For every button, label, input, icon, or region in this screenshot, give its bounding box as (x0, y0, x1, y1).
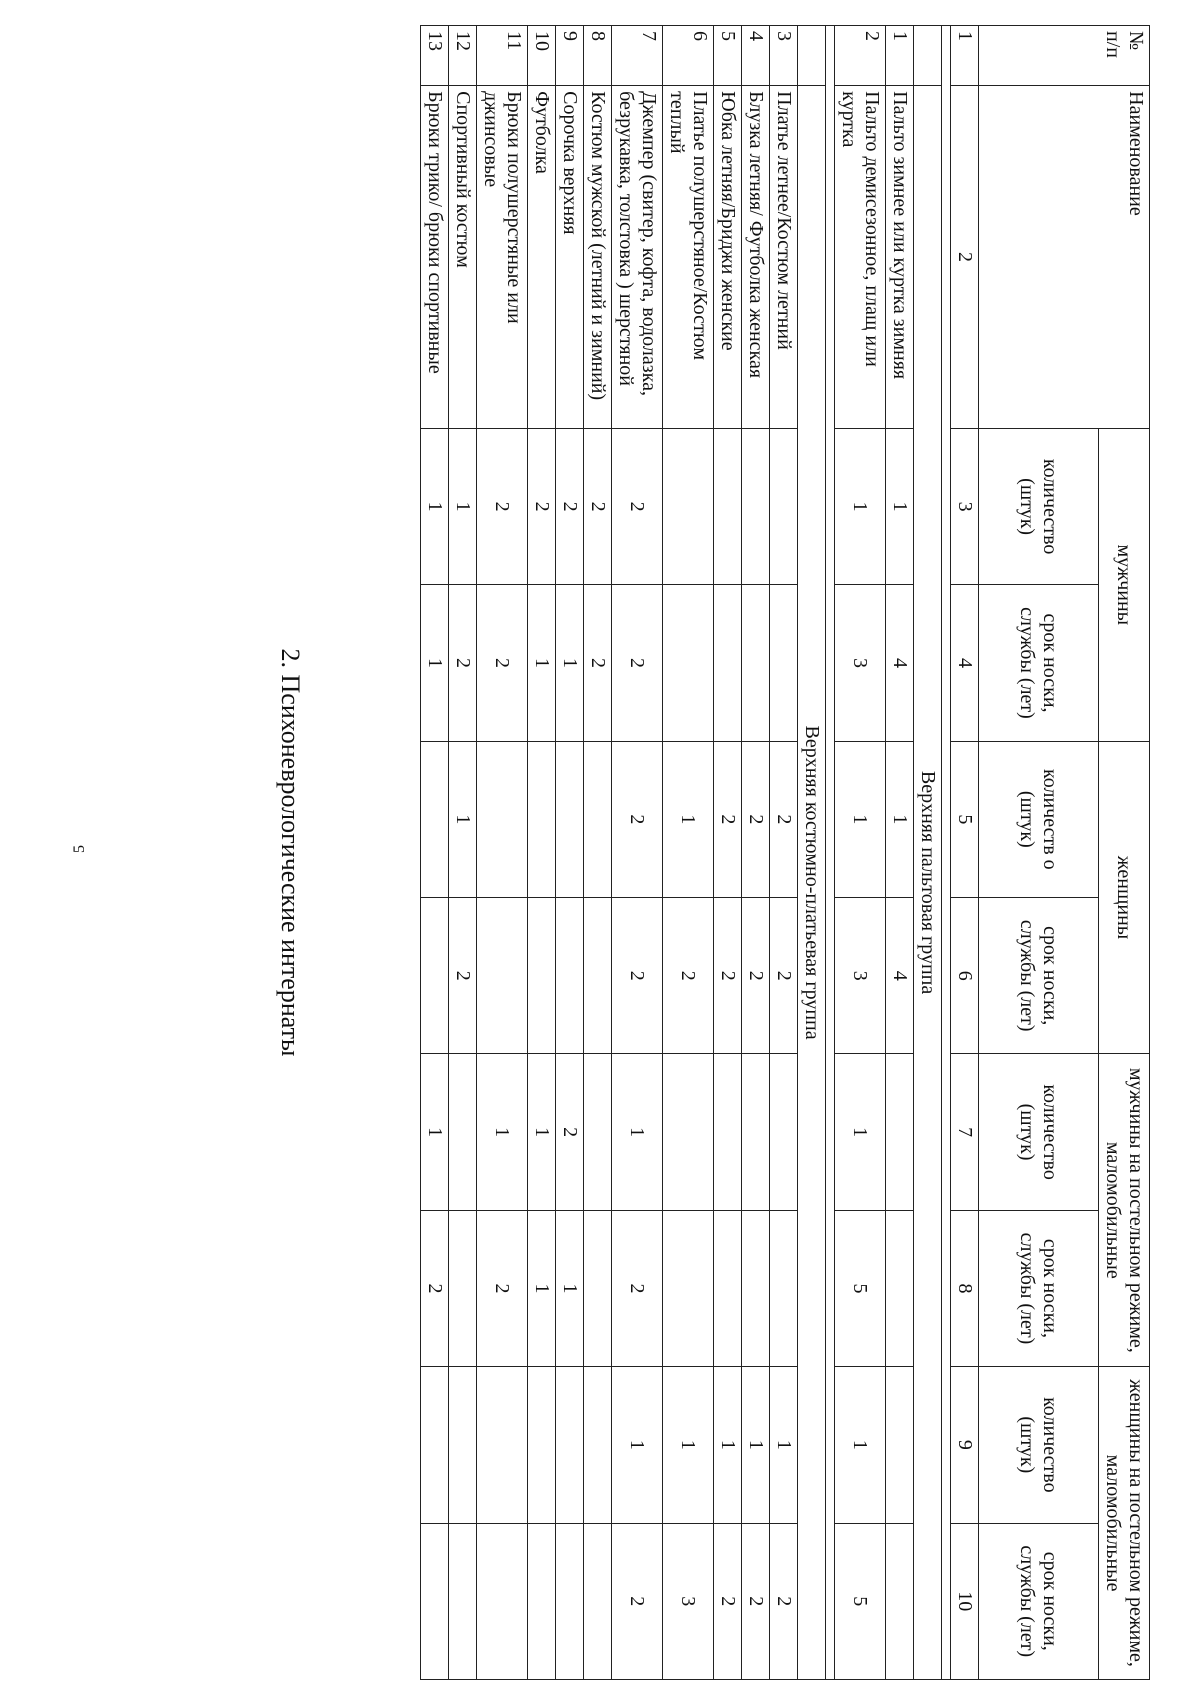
cell-term-women: 2 (449, 898, 477, 1054)
group-row-coat (914, 26, 942, 1680)
cell-qty-women: 1 (663, 741, 714, 897)
cell-term-men-bed: 5 (835, 1210, 886, 1366)
cell-qty-women: 2 (714, 741, 742, 897)
row-number: 9 (556, 26, 584, 86)
cell-term-women-bed: 2 (714, 1523, 742, 1679)
cell-qty-women-bed (584, 1367, 612, 1523)
spacer-cell (942, 26, 951, 1680)
cell-qty-men: 2 (528, 428, 556, 584)
cell-qty-men-bed: 1 (477, 1054, 528, 1210)
table-row (421, 26, 449, 1680)
row-number: 12 (449, 26, 477, 86)
spacer-row (826, 26, 835, 1680)
row-item-name: Пальто демисезонное, плащ или куртка (835, 86, 886, 429)
cell-term-men (770, 585, 798, 741)
cell-term-women (556, 898, 584, 1054)
cell-term-men (714, 585, 742, 741)
cell-qty-men-bed (663, 1054, 714, 1210)
cell-qty-men (663, 428, 714, 584)
row-item-name: Футболка (528, 86, 556, 429)
table-body (421, 26, 1150, 1680)
cell-qty-men-bed (742, 1054, 770, 1210)
cell-term-men-bed: 2 (421, 1210, 449, 1366)
row-number: 8 (584, 26, 612, 86)
cell-term-men: 3 (835, 585, 886, 741)
row-item-name: Платье летнее/Костюм летний (770, 86, 798, 429)
group-empty-cell (914, 26, 942, 86)
group-empty-cell (798, 26, 826, 86)
cell-term-men-bed (449, 1210, 477, 1366)
cell-qty-men-bed: 1 (612, 1054, 663, 1210)
cell-term-men (663, 585, 714, 741)
cell-term-women: 2 (663, 898, 714, 1054)
header-qty-men-bed: количество (штук) (979, 1054, 1099, 1210)
table-row (477, 26, 528, 1680)
cell-qty-women-bed (477, 1367, 528, 1523)
colnum-1: 1 (951, 26, 979, 86)
cell-qty-men-bed: 2 (556, 1054, 584, 1210)
cell-qty-women-bed: 1 (663, 1367, 714, 1523)
page-number: 5 (71, 845, 88, 853)
cell-term-men: 2 (584, 585, 612, 741)
cell-qty-women: 1 (835, 741, 886, 897)
cell-term-men: 1 (556, 585, 584, 741)
row-number: 2 (835, 26, 886, 86)
cell-term-women-bed (886, 1523, 914, 1679)
cell-term-men (742, 585, 770, 741)
cell-term-men-bed (663, 1210, 714, 1366)
row-item-name: Костюм мужской (летний и зимний) (584, 86, 612, 429)
cell-term-women (584, 898, 612, 1054)
cell-term-men-bed (770, 1210, 798, 1366)
cell-qty-women-bed (449, 1367, 477, 1523)
clothing-norms-table (420, 25, 1150, 1680)
cell-qty-men-bed: 1 (528, 1054, 556, 1210)
colnum-10: 10 (951, 1523, 979, 1679)
cell-qty-women (477, 741, 528, 897)
row-item-name: Брюки трико/ брюки спортивные (421, 86, 449, 429)
row-item-name: Джемпер (свитер, кофта, водолазка, безрукавка, толстовка ) шерстяной (612, 86, 663, 429)
header-term-men-bed: срок носки, службы (лет) (979, 1210, 1099, 1366)
cell-term-women-bed: 5 (835, 1523, 886, 1679)
cell-term-men-bed (714, 1210, 742, 1366)
cell-term-men: 4 (886, 585, 914, 741)
table-row (612, 26, 663, 1680)
row-number: 10 (528, 26, 556, 86)
cell-qty-women-bed: 1 (742, 1367, 770, 1523)
cell-qty-women-bed: 1 (770, 1367, 798, 1523)
row-item-name: Брюки полушерстяные или джинсовые (477, 86, 528, 429)
cell-qty-men (714, 428, 742, 584)
cell-qty-women (584, 741, 612, 897)
row-item-name: Платье полушерстяное/Костюм теплый (663, 86, 714, 429)
table-row (584, 26, 612, 1680)
page-title: 2. Психоневрологические интернаты (276, 648, 305, 1057)
header-women-bed: женщины на постельном режиме, маломобильные (1099, 1367, 1150, 1680)
header-row-top (1099, 26, 1150, 1680)
cell-term-men: 2 (477, 585, 528, 741)
cell-qty-women (528, 741, 556, 897)
header-qty-women-bed: количество (штук) (979, 1367, 1099, 1523)
cell-qty-men: 2 (556, 428, 584, 584)
cell-qty-women: 1 (886, 741, 914, 897)
table-row (742, 26, 770, 1680)
cell-qty-women (421, 741, 449, 897)
cell-qty-women-bed: 1 (835, 1367, 886, 1523)
header-term-men: срок носки, службы (лет) (979, 585, 1099, 741)
cell-term-men-bed (886, 1210, 914, 1366)
cell-term-women-bed (477, 1523, 528, 1679)
cell-term-men: 2 (449, 585, 477, 741)
cell-term-women-bed: 3 (663, 1523, 714, 1679)
cell-qty-men-bed (714, 1054, 742, 1210)
cell-qty-men-bed (584, 1054, 612, 1210)
table-row (556, 26, 584, 1680)
row-item-name: Спортивный костюм (449, 86, 477, 429)
table-row (886, 26, 914, 1680)
cell-term-women: 2 (714, 898, 742, 1054)
colnum-9: 9 (951, 1367, 979, 1523)
table-row (663, 26, 714, 1680)
cell-term-women (528, 898, 556, 1054)
cell-term-women-bed: 2 (612, 1523, 663, 1679)
header-qty-women: количеств о (штук) (979, 741, 1099, 897)
cell-qty-men (742, 428, 770, 584)
cell-term-women-bed: 2 (742, 1523, 770, 1679)
cell-term-men-bed: 2 (612, 1210, 663, 1366)
group-title-coat: Верхняя пальтовая группа (914, 86, 942, 1680)
cell-qty-men-bed (449, 1054, 477, 1210)
group-title-suit: Верхняя костюмно-платьевая группа (798, 86, 826, 1680)
cell-term-women-bed (528, 1523, 556, 1679)
header-term-women: срок носки, службы (лет) (979, 898, 1099, 1054)
cell-term-women: 3 (835, 898, 886, 1054)
colnum-7: 7 (951, 1054, 979, 1210)
cell-qty-women: 1 (449, 741, 477, 897)
rotated-page-content (150, 25, 1150, 1680)
cell-term-women-bed (449, 1523, 477, 1679)
cell-qty-men: 1 (421, 428, 449, 584)
row-item-name: Блузка летняя/ Футболка женская (742, 86, 770, 429)
header-term-women-bed: срок носки, службы (лет) (979, 1523, 1099, 1679)
cell-qty-men: 1 (886, 428, 914, 584)
header-name: Наименование (979, 86, 1150, 429)
cell-qty-women-bed: 1 (612, 1367, 663, 1523)
cell-term-women: 2 (770, 898, 798, 1054)
cell-qty-women: 2 (612, 741, 663, 897)
row-number: 11 (477, 26, 528, 86)
cell-term-men-bed: 1 (528, 1210, 556, 1366)
column-number-row (951, 26, 979, 1680)
colnum-3: 3 (951, 428, 979, 584)
cell-term-women (421, 898, 449, 1054)
table-row (449, 26, 477, 1680)
cell-qty-men: 2 (612, 428, 663, 584)
cell-term-women-bed (556, 1523, 584, 1679)
row-number: 4 (742, 26, 770, 86)
cell-qty-women-bed (886, 1367, 914, 1523)
colnum-2: 2 (951, 86, 979, 429)
cell-qty-men-bed: 1 (835, 1054, 886, 1210)
row-number: 7 (612, 26, 663, 86)
table-row (835, 26, 886, 1680)
header-no: № п/п (979, 26, 1150, 86)
cell-qty-women-bed (421, 1367, 449, 1523)
cell-term-women-bed (584, 1523, 612, 1679)
cell-term-women: 4 (886, 898, 914, 1054)
colnum-8: 8 (951, 1210, 979, 1366)
row-number: 3 (770, 26, 798, 86)
row-number: 13 (421, 26, 449, 86)
cell-term-men-bed: 2 (477, 1210, 528, 1366)
row-number: 6 (663, 26, 714, 86)
cell-term-men: 2 (612, 585, 663, 741)
cell-term-men: 1 (421, 585, 449, 741)
spacer-row (942, 26, 951, 1680)
cell-qty-men-bed: 1 (421, 1054, 449, 1210)
table-row (770, 26, 798, 1680)
row-item-name: Пальто зимнее или куртка зимняя (886, 86, 914, 429)
row-number: 1 (886, 26, 914, 86)
header-men-bed: мужчины на постельном режиме, маломобильные (1099, 1054, 1150, 1367)
row-item-name: Юбка летняя/Бриджи женские (714, 86, 742, 429)
header-qty-men: количество (штук) (979, 428, 1099, 584)
cell-qty-men: 2 (584, 428, 612, 584)
header-men: мужчины (1099, 428, 1150, 741)
cell-qty-men: 2 (477, 428, 528, 584)
cell-qty-men (770, 428, 798, 584)
cell-qty-men-bed (886, 1054, 914, 1210)
cell-qty-women: 2 (770, 741, 798, 897)
table-row (528, 26, 556, 1680)
row-item-name: Сорочка верхняя (556, 86, 584, 429)
table-row (714, 26, 742, 1680)
cell-qty-men: 1 (835, 428, 886, 584)
cell-term-men-bed: 1 (556, 1210, 584, 1366)
cell-term-women-bed: 2 (770, 1523, 798, 1679)
colnum-5: 5 (951, 741, 979, 897)
cell-term-women: 2 (742, 898, 770, 1054)
cell-qty-men-bed (770, 1054, 798, 1210)
colnum-6: 6 (951, 898, 979, 1054)
cell-term-men-bed (584, 1210, 612, 1366)
group-row-suit (798, 26, 826, 1680)
cell-qty-women-bed (556, 1367, 584, 1523)
cell-qty-women-bed (528, 1367, 556, 1523)
colnum-4: 4 (951, 585, 979, 741)
cell-term-men-bed (742, 1210, 770, 1366)
spacer-cell (826, 26, 835, 1680)
cell-term-women-bed (421, 1523, 449, 1679)
cell-qty-women-bed: 1 (714, 1367, 742, 1523)
cell-qty-women: 2 (742, 741, 770, 897)
cell-term-women: 2 (612, 898, 663, 1054)
header-women: женщины (1099, 741, 1150, 1054)
cell-qty-men: 1 (449, 428, 477, 584)
cell-qty-women (556, 741, 584, 897)
cell-term-men: 1 (528, 585, 556, 741)
cell-term-women (477, 898, 528, 1054)
row-number: 5 (714, 26, 742, 86)
